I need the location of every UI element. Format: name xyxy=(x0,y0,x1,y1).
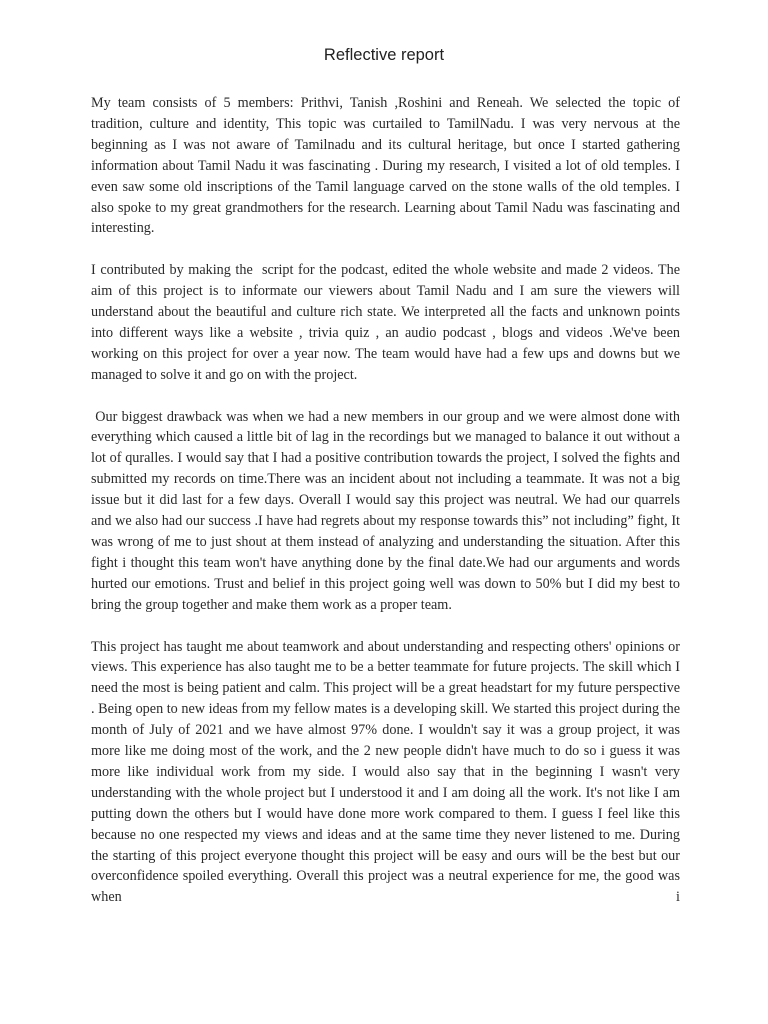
report-body xyxy=(91,93,684,908)
paragraph-learnings: This project has taught me about teamwork and about understanding and respecting others' opinions or views. This experience has also taught me to be a better teammate for future projects. The skill which I need the most is being patient and calm. This project will be a great headstart for my future perspective . Being open to new ideas from my fellow mates is a developing skill. We started this project during the month of July of 2021 and we have almost 97% done. I wouldn't say it was a group project, it was more like me doing most of the work, and the 2 new people didn't have much to do so i guess it was more like individual work from my side. I would also say that in the beginning I wasn't very understanding with the whole project but I understood it and I am doing all the work. It's not like I am putting down the others but I would have done more work compared to them. I guess I feel like this because no one respected my views and ideas and at the same time they never listened to me. During the starting of this project everyone thought this project will be easy and ours will be the best but our overconfidence spoiled everything. Overall this project was a neutral experience for me, the good was when i xyxy=(91,638,684,906)
page-title: Reflective report xyxy=(323,46,445,64)
paragraph-contribution: I contributed by making the script for the podcast, edited the whole website and made 2 videos. The aim of this project is to informate our viewers about Tamil Nadu and I am sure the viewers will understand about the beautiful and culture rich state. We interpreted all the facts and unknown points into different ways like a website , trivia quiz , an audio podcast , blogs and videos .We've been working on this project for over a year now. The team would have had a few ups and downs but we managed to solve it and go on with the project. xyxy=(91,262,684,383)
paragraph-drawbacks: Our biggest drawback was when we had a new members in our group and we were almost done with everything which caused a little bit of lag in the recordings but we managed to balance it out without a lot of quralles. I would say that I had a positive contribution towards the project, I solved the fights and submitted my records on time.There was an incident about not including a teammate. It was not a big issue but it did last for a few days. Overall I would say this project was neutral. We had our quarrels and we also had our success .I have had regrets about my response towards this” not including” fight, It was wrong of me to just shout at them instead of analyzing and understanding the situation. After this fight i thought this team won't have anything done by the final date.We had our arguments and words hurted our emotions. Trust and belief in this project going well was down to 50% but I did my best to bring the group together and make them work as a proper team. xyxy=(91,408,684,613)
paragraph-team-intro: My team consists of 5 members: Prithvi, Tanish ,Roshini and Reneah. We selected the topic of tradition, culture and identity, This topic was curtailed to TamilNadu. I was very nervous at the beginning as I was not aware of Tamilnadu and its cultural heritage, but once I started gathering information about Tamil Nadu it was fascinating . During my research, I visited a lot of old temples. I even saw some old inscriptions of the Tamil language carved on the stone walls of the old temples. I also spoke to my great grandmothers for the research. Learning about Tamil Nadu was fascinating and interesting. xyxy=(91,95,684,237)
